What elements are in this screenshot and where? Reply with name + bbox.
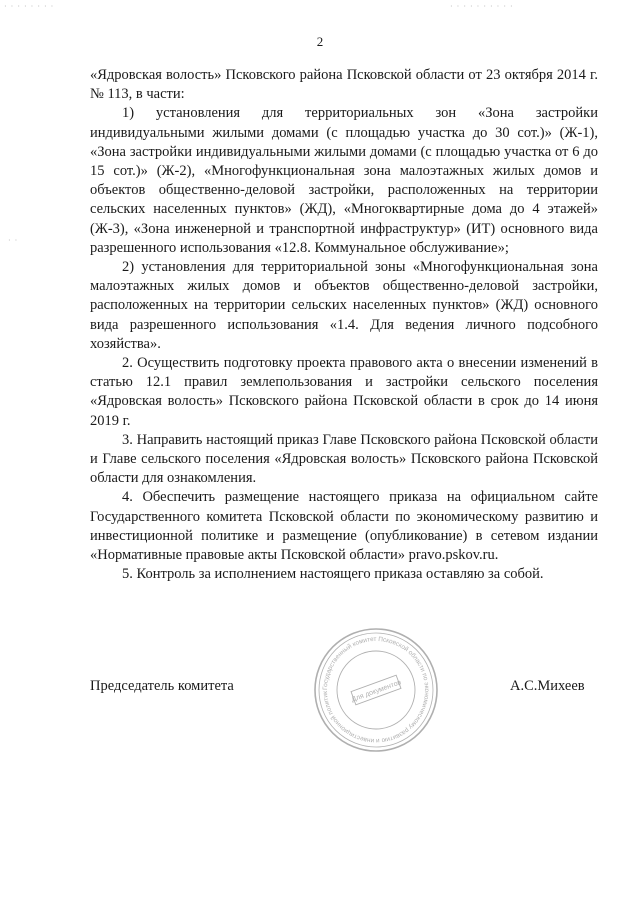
document-body [90,66,598,584]
paragraph-point-5: 5. Контроль за исполнением настоящего приказа оставляю за собой. [122,566,544,583]
svg-text:Государственный комитет Псковс [312,626,430,744]
scan-artifact: · · · · · · · · · · [450,2,514,11]
paragraph-point-4: 4. Обеспечить размещение настоящего приказа на официальном сайте Государственного комитета Псковской области по экономическому развитию и инвестиционной политике и размещение (опубликование) в сетевом издании «Нормативные правовые акты Псковской области» pravo.pskov.ru. [90,489,598,564]
paragraph-point-3: 3. Направить настоящий приказ Главе Псковского района Псковской области и Главе сельского поселения «Ядровская волость» Псковского района Псковской области для ознакомления. [90,431,598,487]
scan-artifact: · · [8,236,19,245]
seal-ring-text: Государственный комитет Псковской области по экономическому развитию и инвестиционной политик [321,635,431,745]
signatory-name: А.С.Михеев [510,678,585,694]
paragraph-continuation: «Ядровская волость» Псковского района Псковской области от 23 октября 2014 г. № 113, в части: [90,67,598,103]
signatory-title: Председатель комитета [90,678,234,694]
paragraph-item-1: 1) установления для территориальных зон «Зона застройки индивидуальными жилыми домами (с площадью участка до 30 сот.)» (Ж-1), «Зона застройки индивидуальными жилыми домами (с площадью участка от 6 до 15 сот.)» (Ж-2), «Многофункциональная зона малоэтажных жилых домов и объектов общественно-деловой застройки, расположенных на территории сельских населенных пунктов» (ЖД), «Многоквартирные дома до 4 этажей» (Ж-3), «Зона инженерной и транспортной инфраструктур» (ИТ) основного вида разрешенного использования «12.8. Коммунальное обслуживание»; [90,105,598,256]
seal-center-text: Для документов [350,679,403,704]
scan-artifact: · · · · · · · · [4,2,55,11]
page-number: 2 [316,34,324,49]
paragraph-point-2: 2. Осуществить подготовку проекта правового акта о внесении изменений в статью 12.1 правил землепользования и застройки сельского поселения «Ядровская волость» Псковского района Псковской области в срок до 14 июня 2019 г. [90,355,598,429]
official-seal [312,626,440,754]
paragraph-item-2: 2) установления для территориальной зоны «Многофункциональная зона малоэтажных жилых домов и объектов общественно-деловой застройки, расположенных на территории сельских населенных пунктов» (ЖД) основного вида разрешенного использования «1.4. Для ведения личного подсобного хозяйства». [90,259,598,352]
